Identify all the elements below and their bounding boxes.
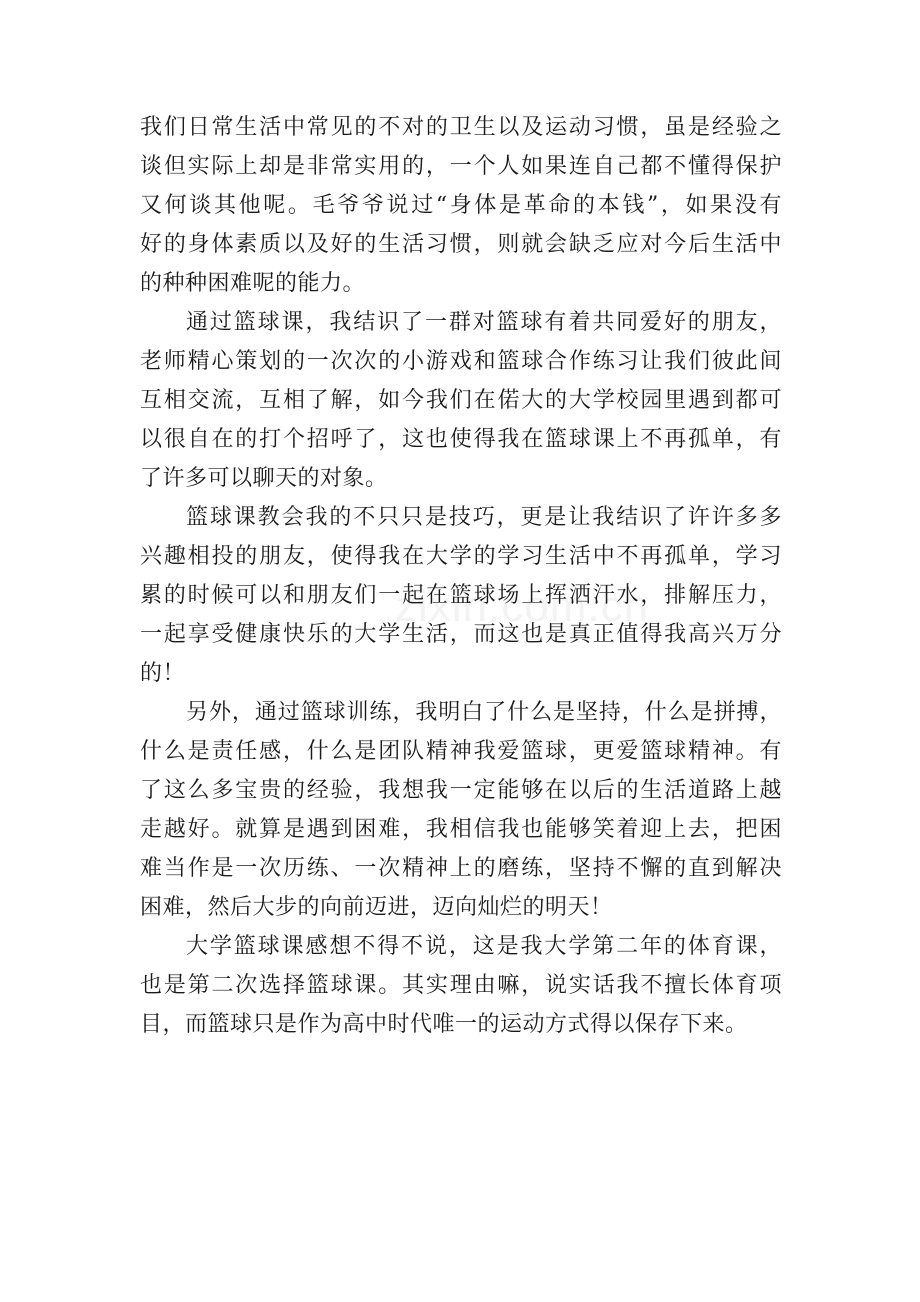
document-body xyxy=(140,108,782,1044)
text-line: 互相交流，互相了解，如今我们在偌大的大学校园里遇到都可 xyxy=(140,388,782,413)
text-line: 的！ xyxy=(140,661,186,686)
paragraph-5 xyxy=(140,927,782,1044)
text-line: 了许多可以聊天的对象。 xyxy=(140,466,388,491)
text-line: 好的身体素质以及好的生活习惯，则就会缺乏应对今后生活中 xyxy=(140,232,782,257)
paragraph-4 xyxy=(140,693,782,927)
paragraph-2 xyxy=(140,303,782,498)
text-line: 一起享受健康快乐的大学生活，而这也是真正值得我高兴万分 xyxy=(140,622,782,647)
text-line: 又何谈其他呢。毛爷爷说过“身体是革命的本钱”，如果没有 xyxy=(140,193,782,218)
text-line: 兴趣相投的朋友，使得我在大学的学习生活中不再孤单，学习 xyxy=(140,544,782,569)
text-line: 谈但实际上却是非常实用的，一个人如果连自己都不懂得保护 xyxy=(140,154,782,179)
text-line: 走越好。就算是遇到困难，我相信我也能够笑着迎上去，把困 xyxy=(140,817,782,842)
text-line: 什么是责任感，什么是团队精神我爱篮球，更爱篮球精神。有 xyxy=(140,739,782,764)
text-line: 以很自在的打个招呼了，这也使得我在篮球课上不再孤单，有 xyxy=(140,427,782,452)
text-line: 大学篮球课感想不得不说，这是我大学第二年的体育课， xyxy=(186,934,782,959)
text-line: 老师精心策划的一次次的小游戏和篮球合作练习让我们彼此间 xyxy=(140,349,782,374)
text-line: 累的时候可以和朋友们一起在篮球场上挥洒汗水，排解压力， xyxy=(140,583,782,608)
text-line: 也是第二次选择篮球课。其实理由嘛，说实话我不擅长体育项 xyxy=(140,973,782,998)
text-line: 难当作是一次历练、一次精神上的磨练，坚持不懈的直到解决 xyxy=(140,856,782,881)
text-line: 我们日常生活中常见的不对的卫生以及运动习惯，虽是经验之 xyxy=(140,115,782,140)
paragraph-1 xyxy=(140,108,782,303)
text-line: 的种种困难呢的能力。 xyxy=(140,271,366,296)
text-line: 困难，然后大步的向前迈进，迈向灿烂的明天！ xyxy=(140,895,613,920)
text-line: 另外，通过篮球训练，我明白了什么是坚持，什么是拼搏， xyxy=(186,700,782,725)
paragraph-3 xyxy=(140,498,782,693)
text-line: 了这么多宝贵的经验，我想我一定能够在以后的生活道路上越 xyxy=(140,778,782,803)
text-line: 目，而篮球只是作为高中时代唯一的运动方式得以保存下来。 xyxy=(140,1012,748,1037)
text-line: 通过篮球课，我结识了一群对篮球有着共同爱好的朋友， xyxy=(186,310,782,335)
text-line: 篮球课教会我的不只只是技巧，更是让我结识了许许多多 xyxy=(186,505,782,530)
